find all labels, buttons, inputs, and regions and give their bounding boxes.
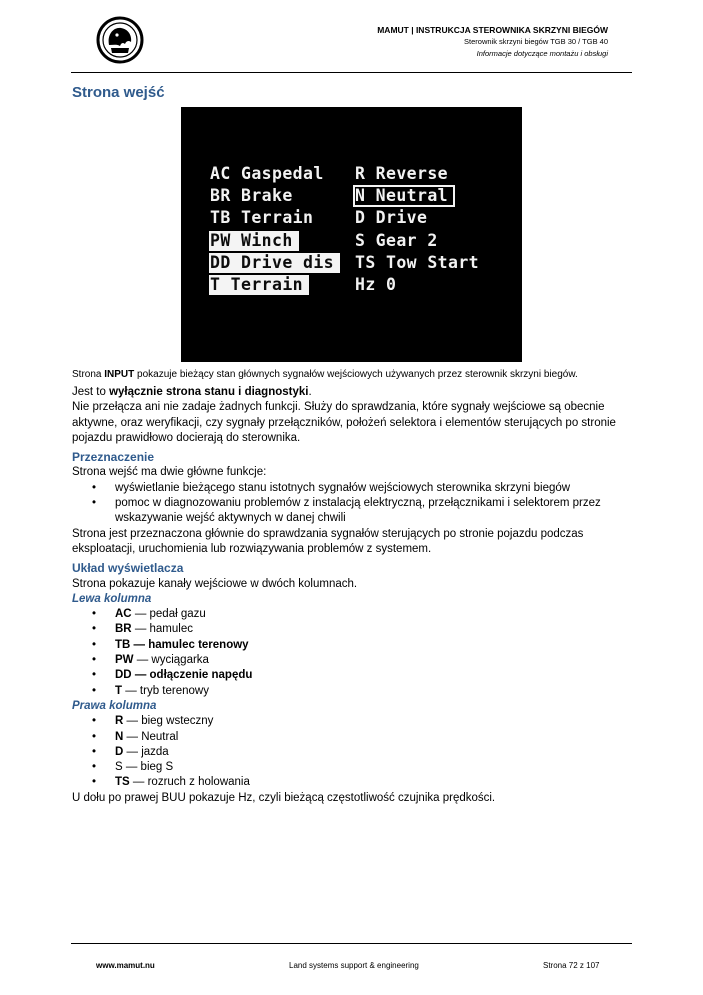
lcd-right-row-r: R Reverse bbox=[355, 164, 449, 183]
lcd-left-row-tb: TB Terrain bbox=[210, 208, 314, 227]
footer-page-number: Strona 72 z 107 bbox=[543, 961, 600, 970]
layout-lead: Strona pokazuje kanały wejściowe w dwóch kolumnach. bbox=[72, 577, 358, 590]
purpose-lead: Strona wejść ma dwie główne funkcje: bbox=[72, 466, 267, 479]
lcd-left-row-t: T Terrain bbox=[209, 275, 309, 295]
list-item: • PW — wyciągarka bbox=[115, 653, 632, 668]
list-item: • AC — pedał gazu bbox=[115, 607, 632, 622]
lcd-right-row-ts: TS Tow Start bbox=[355, 253, 480, 272]
right-column-heading: Prawa kolumna bbox=[72, 699, 157, 712]
footer-tagline: Land systems support & engineering bbox=[289, 961, 419, 970]
list-item: • wyświetlanie bieżącego stanu istotnych sygnałów wejściowych sterownika skrzyni biegów bbox=[115, 481, 632, 496]
lcd-right-row-d: D Drive bbox=[355, 208, 428, 227]
intro-paragraph: Nie przełącza ani nie zadaje żadnych funkcji. Służy do sprawdzania, które sygnały wejściowe są obecnie aktywne, oraz weryfikacji, czy sygnały przełączników, położeń selektora i elementów sterujących po stronie pojazdu prawidłowo docierają do sterownika. bbox=[72, 401, 616, 444]
page-body bbox=[72, 385, 632, 806]
figure-caption: Strona INPUT pokazuje bieżący stan głównych sygnałów wejściowych używanych przez sterownik skrzyni biegów. bbox=[72, 369, 578, 380]
list-item: • pomoc w diagnozowaniu problemów z instalacją elektryczną, przełącznikami i selektorem przez wskazywanie wejść aktywnych w danej chwili bbox=[115, 496, 632, 527]
header-divider bbox=[71, 72, 632, 73]
footer-website: www.mamut.nu bbox=[96, 961, 155, 970]
header-note: Informacje dotyczące montażu i obsługi bbox=[476, 49, 608, 58]
list-item: • TB — hamulec terenowy bbox=[115, 638, 632, 653]
layout-paragraph: U dołu po prawej BUU pokazuje Hz, czyli bieżącą częstotliwość czujnika prędkości. bbox=[72, 791, 496, 804]
lcd-right-row-n: N Neutral bbox=[354, 186, 454, 206]
list-item: • R — bieg wsteczny bbox=[115, 714, 632, 729]
lcd-left-row-br: BR Brake bbox=[210, 186, 293, 205]
section-heading-purpose: Przeznaczenie bbox=[72, 450, 155, 465]
intro-line: Jest to wyłącznie strona stanu i diagnostyki. bbox=[72, 386, 312, 398]
header-subtitle: Sterownik skrzyni biegów TGB 30 / TGB 40 bbox=[464, 37, 608, 46]
list-item: • TS — rozruch z holowania bbox=[115, 775, 632, 790]
left-column-list bbox=[72, 607, 632, 699]
right-column-list bbox=[72, 714, 632, 790]
list-item: • D — jazda bbox=[115, 745, 632, 760]
list-item: • BR — hamulec bbox=[115, 622, 632, 637]
list-item: • T — tryb terenowy bbox=[115, 684, 632, 699]
lcd-left-row-dd: DD Drive dis bbox=[209, 253, 340, 273]
list-item: • DD — odłączenie napędu bbox=[115, 668, 632, 683]
footer-divider bbox=[71, 943, 632, 944]
left-column-heading: Lewa kolumna bbox=[72, 592, 152, 605]
lcd-left-row-pw: PW Winch bbox=[209, 231, 299, 251]
lcd-left-row-ac: AC Gaspedal bbox=[210, 164, 324, 183]
page-header bbox=[377, 24, 608, 60]
lcd-right-row-hz: Hz 0 bbox=[355, 275, 397, 294]
page-title: Strona wejść bbox=[72, 84, 165, 101]
purpose-list bbox=[72, 481, 632, 527]
company-logo bbox=[95, 15, 145, 65]
section-heading-layout: Układ wyświetlacza bbox=[72, 561, 184, 576]
list-item: • N — Neutral bbox=[115, 730, 632, 745]
list-item: • S — bieg S bbox=[115, 760, 632, 775]
lcd-right-row-s: S Gear 2 bbox=[355, 231, 438, 250]
purpose-paragraph: Strona jest przeznaczona głównie do sprawdzania sygnałów sterujących po stronie pojazdu podczas eksploatacji, uruchomienia lub rozwiązywania problemów z systemem. bbox=[72, 527, 584, 555]
header-title: MAMUT | INSTRUKCJA STEROWNIKA SKRZYNI BIEGÓW bbox=[377, 25, 608, 35]
input-page-display bbox=[181, 107, 522, 362]
